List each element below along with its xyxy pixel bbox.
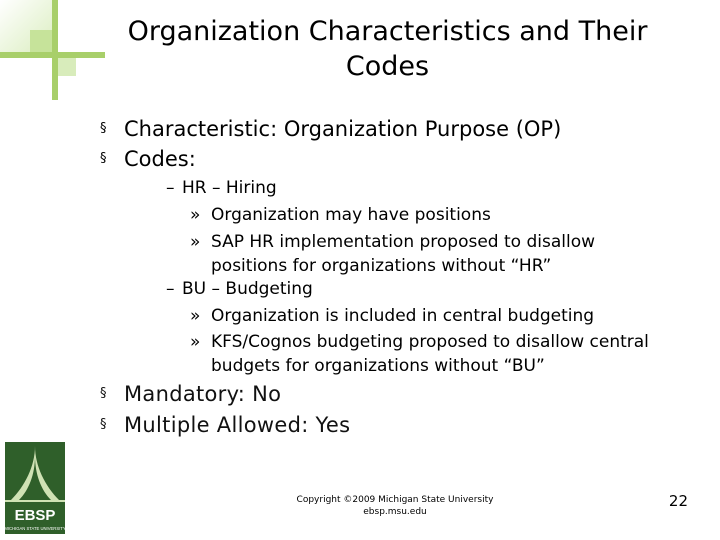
item-marker: » xyxy=(190,205,201,225)
title-line-2: Codes xyxy=(345,51,430,82)
corner-horizontal-line xyxy=(0,52,105,58)
item-text: KFS/Cognos budgeting proposed to disallow central budgets for organizations without “BU” xyxy=(211,332,649,376)
dash-marker: – xyxy=(166,178,175,198)
code-hr-item-2 xyxy=(190,230,660,278)
bullet-multiple-allowed xyxy=(100,412,350,438)
bullet-codes xyxy=(100,146,196,172)
footer-copyright xyxy=(275,494,515,518)
item-marker: » xyxy=(190,332,201,352)
item-text: Organization is included in central budgeting xyxy=(211,306,595,326)
bullet-text: Multiple Allowed: Yes xyxy=(124,413,351,437)
item-text: SAP HR implementation proposed to disallow positions for organizations without “HR” xyxy=(211,232,596,276)
bullet-mandatory xyxy=(100,381,281,407)
bullet-characteristic xyxy=(100,116,561,142)
bullet-text: Codes: xyxy=(124,147,196,171)
code-text: HR – Hiring xyxy=(182,178,277,198)
bullet-text: Characteristic: Organization Purpose (OP) xyxy=(124,117,562,141)
code-bu-item-1 xyxy=(190,304,660,328)
bullet-text: Mandatory: No xyxy=(124,382,282,406)
dash-marker: – xyxy=(166,279,175,299)
logo-subtext: MICHIGAN STATE UNIVERSITY xyxy=(5,526,65,531)
ebsp-logo xyxy=(5,442,65,534)
item-text: Organization may have positions xyxy=(211,205,491,225)
slide-title xyxy=(100,14,675,84)
footer-line-2: ebsp.msu.edu xyxy=(363,507,427,517)
page-number: 22 xyxy=(668,492,688,510)
code-text: BU – Budgeting xyxy=(182,279,313,299)
ebsp-logo-icon xyxy=(5,442,65,534)
code-hr-item-1 xyxy=(190,203,660,227)
title-line-1: Organization Characteristics and Their xyxy=(127,16,648,47)
bullet-marker: § xyxy=(100,417,107,432)
item-marker: » xyxy=(190,306,201,326)
bullet-marker: § xyxy=(100,151,107,166)
bullet-marker: § xyxy=(100,121,107,136)
code-bu xyxy=(166,278,313,300)
corner-accent-square-small xyxy=(58,58,76,76)
code-bu-item-2 xyxy=(190,330,660,378)
item-marker: » xyxy=(190,232,201,252)
corner-accent-square xyxy=(30,30,52,52)
code-hr xyxy=(166,177,277,199)
footer-line-1: Copyright ©2009 Michigan State University xyxy=(296,495,494,505)
corner-vertical-line xyxy=(52,0,58,100)
logo-text: EBSP xyxy=(14,507,56,524)
bullet-marker: § xyxy=(100,386,107,401)
